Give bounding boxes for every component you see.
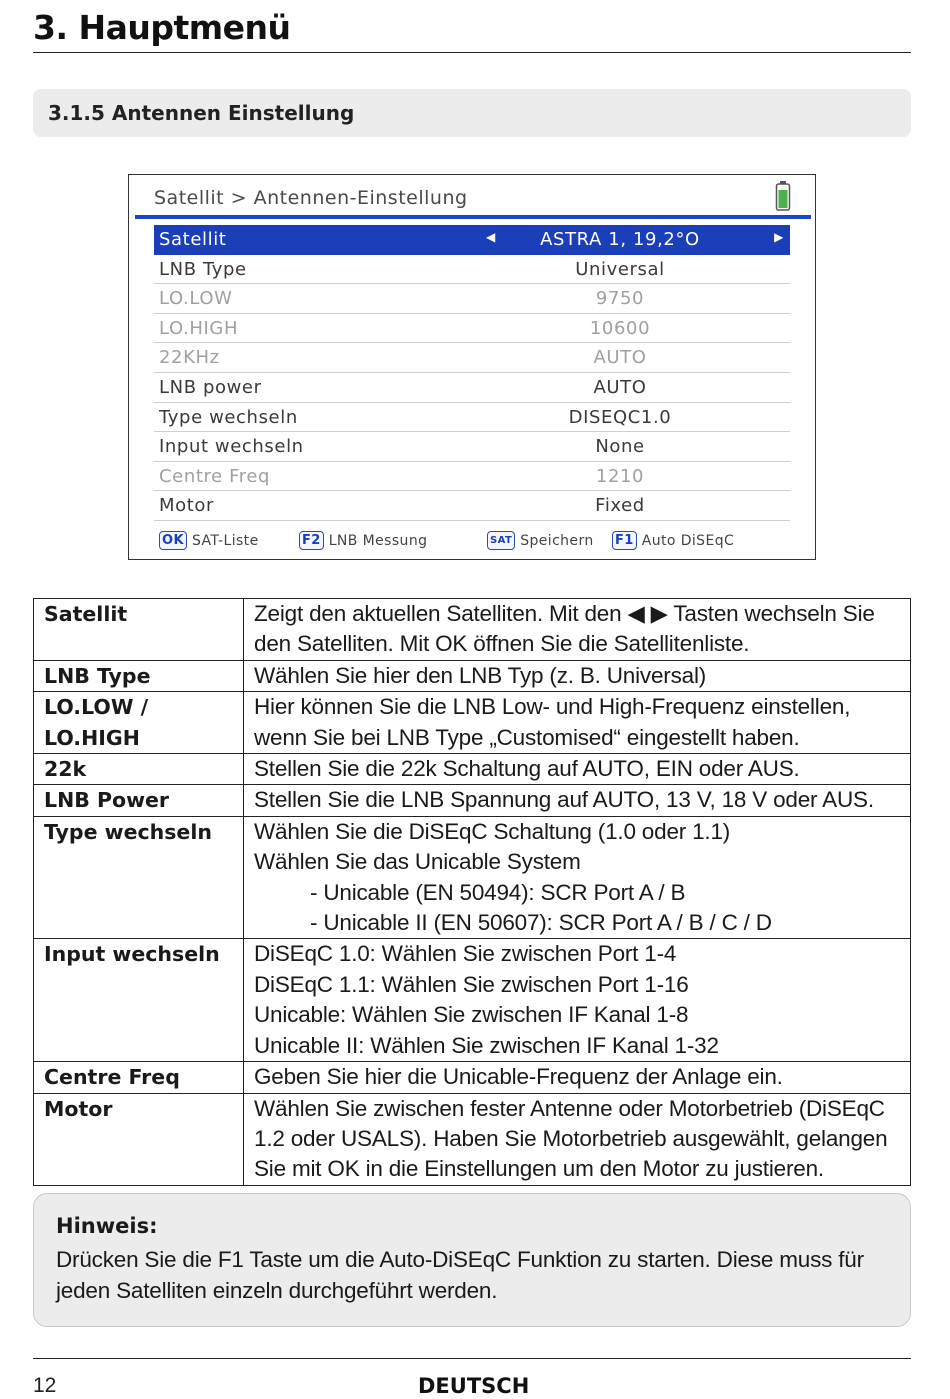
softkey-ok[interactable] — [159, 531, 259, 550]
term-cell: Satellit — [34, 599, 244, 661]
definition-line: DiSEqC 1.0: Wählen Sie zwischen Port 1-4 — [254, 941, 677, 967]
definition-line: Hier können Sie die LNB Low- und High-Frequenz einstellen, — [254, 694, 851, 720]
table-row — [34, 816, 911, 939]
page-number: 12 — [33, 1374, 57, 1397]
menu-row[interactable] — [154, 373, 790, 403]
section-header — [33, 89, 911, 137]
menu-row-value: Fixed — [595, 495, 645, 517]
menu-row-value: 10600 — [589, 317, 651, 339]
term-cell: LNB Type — [34, 660, 244, 691]
menu-row-label: LO.HIGH — [159, 317, 239, 339]
menu-row-label: LNB power — [159, 376, 262, 398]
definition-line: Unicable II: Wählen Sie zwischen IF Kanal 1-32 — [254, 1032, 719, 1058]
softkey-f2[interactable] — [299, 531, 427, 550]
menu-row[interactable] — [154, 403, 790, 433]
definition-cell — [244, 785, 911, 816]
menu-row[interactable] — [154, 255, 790, 285]
definition-line: 1.2 oder USALS). Haben Sie Motorbetrieb ausgewählt, gelangen — [254, 1125, 888, 1151]
page-title: 3. Hauptmenü — [33, 8, 291, 47]
arrow-right-icon[interactable]: ▶ — [774, 230, 784, 244]
menu-row-value: ASTRA 1, 19,2°O — [540, 229, 700, 250]
table-row — [34, 660, 911, 691]
menu-row[interactable] — [154, 432, 790, 462]
menu-row-label: LNB Type — [159, 258, 247, 280]
definition-line: Geben Sie hier die Unicable-Frequenz der Anlage ein. — [254, 1064, 783, 1090]
language-label: DEUTSCH — [418, 1374, 530, 1398]
definition-cell — [244, 692, 911, 754]
definition-cell — [244, 939, 911, 1062]
softkey-label: LNB Messung — [328, 532, 428, 549]
menu-row-value: None — [595, 436, 645, 458]
menu-row-label: 22KHz — [159, 347, 220, 369]
menu-row-value: Universal — [575, 258, 665, 280]
menu-row-value: 1210 — [595, 465, 645, 487]
menu-row[interactable] — [154, 491, 790, 521]
header-underline — [135, 215, 811, 219]
menu-row-label: Type wechseln — [159, 406, 298, 428]
arrow-left-icon[interactable]: ◀ — [486, 230, 496, 244]
term-cell: Centre Freq — [34, 1062, 244, 1093]
term-cell: 22k — [34, 754, 244, 785]
receiver-menu-screenshot — [128, 174, 816, 560]
footer-divider — [33, 1358, 911, 1359]
menu-row-label: Satellit — [159, 229, 227, 250]
definition-cell — [244, 754, 911, 785]
definition-cell — [244, 816, 911, 939]
softkey-sat[interactable] — [487, 531, 594, 550]
note-title: Hinweis: — [56, 1214, 158, 1238]
softkey-label: Auto DiSEqC — [641, 532, 735, 549]
softkey-f1[interactable] — [612, 531, 734, 550]
term-cell: LNB Power — [34, 785, 244, 816]
title-divider — [33, 52, 911, 53]
term-cell: LO.LOW / LO.HIGH — [34, 692, 244, 754]
term-cell: Motor — [34, 1093, 244, 1185]
menu-row-value: DISEQC1.0 — [568, 406, 672, 428]
table-row — [34, 692, 911, 754]
definition-line: Wählen Sie hier den LNB Typ (z. B. Universal) — [254, 662, 707, 688]
note-box — [33, 1193, 911, 1327]
table-row — [34, 1062, 911, 1093]
menu-row[interactable] — [154, 284, 790, 314]
menu-row-label: LO.LOW — [159, 288, 233, 310]
definition-line: Stellen Sie die LNB Spannung auf AUTO, 13 V, 18 V oder AUS. — [254, 787, 874, 813]
definition-line: Unicable: Wählen Sie zwischen IF Kanal 1-8 — [254, 1002, 689, 1028]
keycap-icon: SAT — [487, 531, 515, 550]
softkey-bar — [159, 531, 799, 555]
definition-line: Wählen Sie die DiSEqC Schaltung (1.0 oder 1.1) — [254, 818, 731, 844]
menu-row-value: AUTO — [593, 376, 647, 398]
definition-cell — [244, 1093, 911, 1185]
menu-row-value: AUTO — [593, 347, 647, 369]
definition-cell — [244, 660, 911, 691]
menu-row[interactable] — [154, 225, 790, 255]
definition-line: - Unicable II (EN 50607): SCR Port A / B / C / D — [310, 910, 772, 936]
keycap-icon: F2 — [299, 531, 324, 550]
term-cell: Input wechseln — [34, 939, 244, 1062]
menu-breadcrumb: Satellit > Antennen-Einstellung — [154, 187, 468, 209]
menu-row-label: Centre Freq — [159, 465, 271, 487]
section-title: 3.1.5 Antennen Einstellung — [48, 101, 355, 125]
definition-cell — [244, 1062, 911, 1093]
battery-icon — [775, 180, 791, 212]
definition-line: - Unicable (EN 50494): SCR Port A / B — [310, 879, 686, 905]
table-row — [34, 785, 911, 816]
softkey-label: Speichern — [520, 532, 594, 549]
table-row — [34, 1093, 911, 1185]
menu-row-label: Motor — [159, 495, 215, 517]
table-row — [34, 599, 911, 661]
definition-line: DiSEqC 1.1: Wählen Sie zwischen Port 1-16 — [254, 971, 689, 997]
softkey-label: SAT-Liste — [191, 532, 259, 549]
definition-line: Sie mit OK in die Einstellungen um den Motor zu justieren. — [254, 1156, 824, 1182]
description-table — [33, 598, 911, 1186]
definition-line: wenn Sie bei LNB Type „Customised“ eingestellt haben. — [254, 724, 800, 750]
menu-row[interactable] — [154, 314, 790, 344]
definition-line: Stellen Sie die 22k Schaltung auf AUTO, EIN oder AUS. — [254, 756, 800, 782]
table-row — [34, 939, 911, 1062]
menu-row-label: Input wechseln — [159, 436, 304, 458]
definition-cell — [244, 599, 911, 661]
keycap-icon: OK — [159, 531, 187, 550]
note-text: Drücken Sie die F1 Taste um die Auto-DiSEqC Funktion zu starten. Diese muss für jeden Satelliten einzeln durchgeführt werden. — [56, 1247, 864, 1303]
menu-row[interactable] — [154, 343, 790, 373]
definition-line: Zeigt den aktuellen Satelliten. Mit den ◀ ▶ Tasten wechseln Sie — [254, 601, 875, 626]
term-cell: Type wechseln — [34, 816, 244, 939]
definition-line: den Satelliten. Mit OK öffnen Sie die Satellitenliste. — [254, 631, 750, 657]
definition-line: Wählen Sie zwischen fester Antenne oder Motorbetrieb (DiSEqC — [254, 1095, 885, 1121]
definition-line: Wählen Sie das Unicable System — [254, 849, 581, 875]
menu-row[interactable] — [154, 462, 790, 492]
keycap-icon: F1 — [612, 531, 637, 550]
settings-menu — [154, 225, 790, 521]
menu-row-value: 9750 — [595, 288, 645, 310]
table-row — [34, 754, 911, 785]
